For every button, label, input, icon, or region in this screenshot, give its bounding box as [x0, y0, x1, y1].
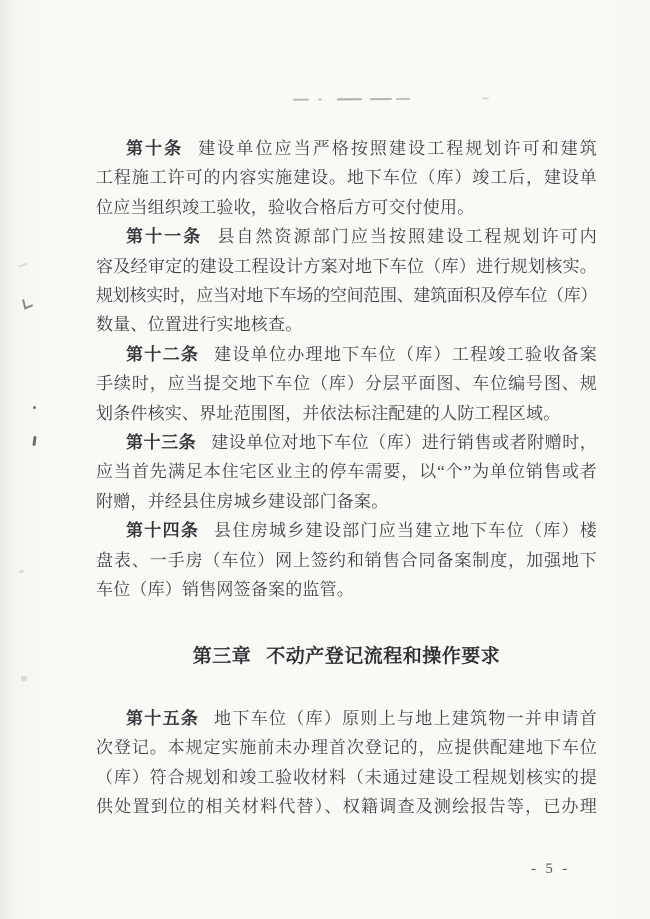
- text-line: 次登记。本规定实施前未办理首次登记的，应提供配建地下车位: [96, 738, 597, 758]
- text-line: 规划核实时，应当对地下车场的空间范围、建筑面积及停车位（库）: [96, 286, 597, 306]
- article-number: 第十条: [126, 139, 184, 158]
- article-text: 地下车位（库）原则上与地上建筑物一并申请首: [214, 708, 597, 728]
- text-line: 盘表、一手房（车位）网上签约和销售合同备案制度，加强地下: [96, 550, 597, 570]
- text-line: 车位（库）销售网签备案的监管。: [96, 580, 354, 600]
- article-number: 第十二条: [126, 344, 200, 364]
- scan-artifact-speck: [19, 263, 28, 268]
- scan-artifact-smudge: [293, 97, 493, 102]
- article-number: 第十一条: [126, 227, 203, 247]
- scan-artifact-speck: [32, 436, 36, 446]
- text-line: [96, 516, 597, 545]
- text-line: [96, 340, 597, 369]
- article-number: 第十四条: [126, 521, 200, 541]
- article-15: [96, 704, 597, 822]
- smudge-dash: [396, 98, 410, 100]
- scan-artifact-speck: [33, 406, 36, 409]
- article-12: [96, 340, 597, 428]
- smudge-dash: [482, 97, 489, 99]
- article-10: [96, 134, 597, 222]
- text-line: [96, 704, 597, 733]
- smudge-dash: [370, 98, 392, 100]
- scan-artifact-speck: [22, 296, 33, 309]
- text-line: （库）符合规划和竣工验收材料（未通过建设工程规划核实的提: [96, 767, 597, 787]
- text-line: 数量、位置进行实地核查。: [96, 315, 303, 335]
- text-line: 容及经审定的建设工程设计方案对地下车位（库）进行规划核实。: [96, 256, 597, 276]
- text-line: [96, 134, 597, 163]
- article-14: [96, 516, 597, 604]
- smudge-dash: [293, 99, 309, 101]
- chapter-number: 第三章: [192, 645, 252, 667]
- scan-artifact-speck: [21, 676, 27, 681]
- text-line: 工程施工许可的内容实施建设。地下车位（库）竣工后，建设单: [96, 168, 597, 188]
- smudge-dash: [337, 98, 362, 100]
- chapter-heading: [96, 642, 597, 671]
- article-13: [96, 428, 597, 516]
- article-text: 县自然资源部门应当按照建设工程规划许可内: [217, 227, 597, 247]
- chapter-title: 不动产登记流程和操作要求: [266, 645, 501, 667]
- text-line: 手续时，应当提交地下车位（库）分层平面图、车位编号图、规: [96, 374, 597, 394]
- text-line: [96, 428, 597, 457]
- article-number: 第十三条: [126, 433, 197, 453]
- scan-artifact-speck: [19, 570, 24, 573]
- article-number: 第十五条: [126, 708, 200, 728]
- text-line: 划条件核实、界址范围图，并依法标注配建的人防工程区域。: [96, 403, 561, 423]
- article-text: 建设单位应当严格按照建设工程规划许可和建筑: [198, 139, 597, 158]
- article-text: 建设单位办理地下车位（库）工程竣工验收备案: [214, 344, 597, 364]
- text-line: 附赠，并经县住房城乡建设部门备案。: [96, 491, 389, 511]
- article-text: 建设单位对地下车位（库）进行销售或者附赠时，: [211, 433, 597, 453]
- smudge-dot: [318, 98, 322, 100]
- page-number: - 5 -: [531, 861, 571, 877]
- article-11: [96, 222, 597, 340]
- text-line: 位应当组织竣工验收，验收合格后方可交付使用。: [96, 197, 475, 217]
- text-line: 供处置到位的相关材料代替）、权籍调查及测绘报告等，已办理: [96, 797, 597, 817]
- text-line: [96, 222, 597, 251]
- text-line: 应当首先满足本住宅区业主的停车需要，以“个”为单位销售或者: [96, 462, 597, 482]
- document-body: [96, 134, 597, 822]
- article-text: 县住房城乡建设部门应当建立地下车位（库）楼: [214, 521, 597, 541]
